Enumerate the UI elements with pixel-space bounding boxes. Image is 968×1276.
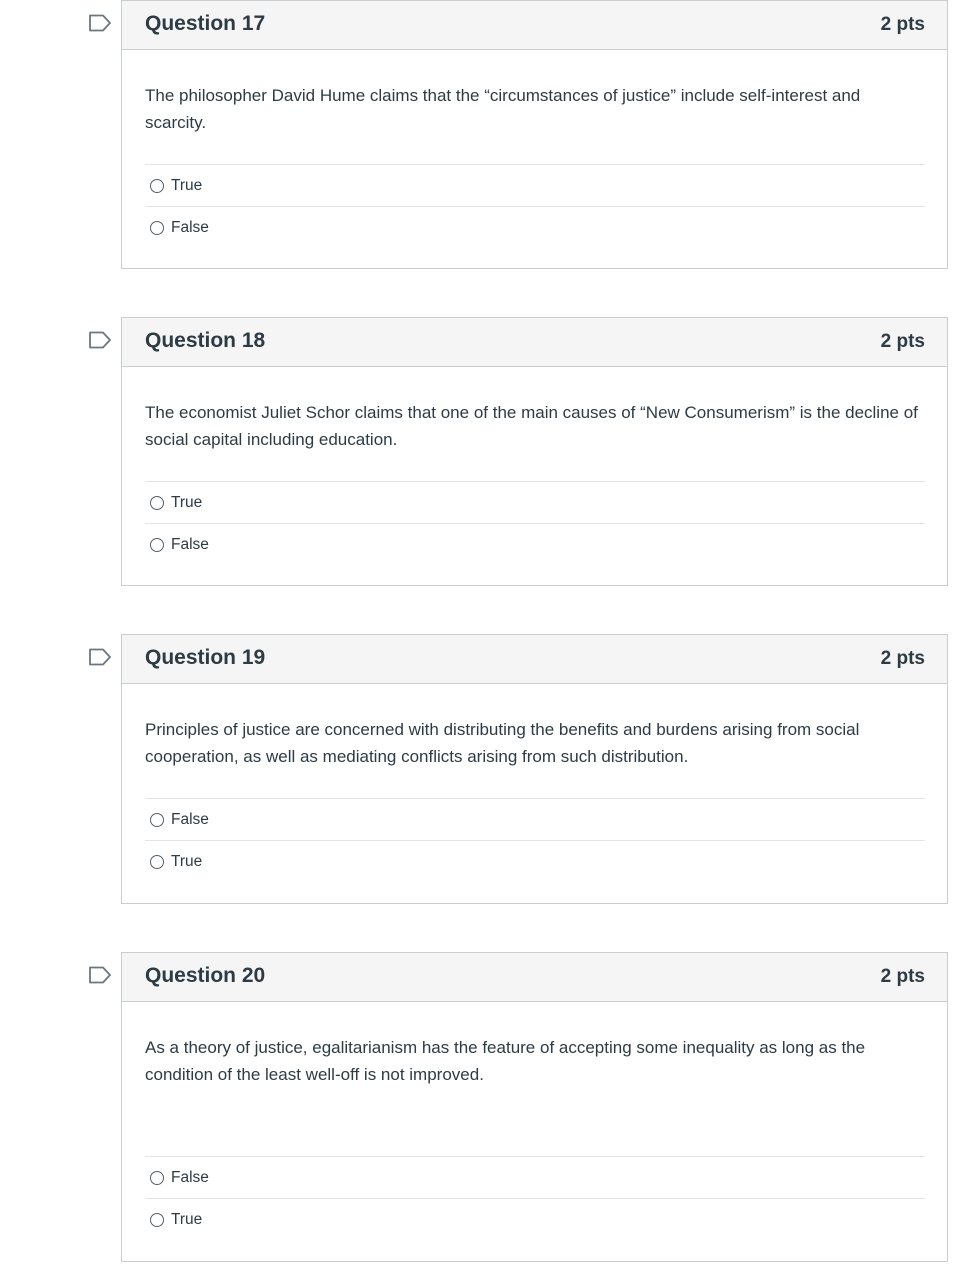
question-card bbox=[121, 0, 948, 269]
question-card bbox=[121, 634, 948, 904]
answer-option[interactable] bbox=[145, 1157, 925, 1199]
question-header bbox=[122, 318, 947, 367]
question-header bbox=[122, 953, 947, 1002]
answer-list bbox=[145, 164, 925, 248]
radio-button-icon[interactable] bbox=[150, 855, 164, 869]
flag-question-icon[interactable] bbox=[88, 648, 112, 666]
question-points: 2 pts bbox=[880, 14, 925, 35]
question-text: As a theory of justice, egalitarianism has the feature of accepting some inequality as long as the condition of the least well-off is not improved. bbox=[145, 1038, 866, 1084]
radio-button-icon[interactable] bbox=[150, 1213, 164, 1227]
answer-list bbox=[145, 798, 925, 882]
answer-option[interactable] bbox=[145, 1199, 925, 1240]
radio-button-icon[interactable] bbox=[150, 538, 164, 552]
question-body bbox=[122, 367, 947, 565]
answer-list bbox=[145, 1156, 925, 1240]
answer-label: False bbox=[171, 218, 209, 236]
answer-option[interactable] bbox=[145, 165, 925, 207]
answer-option[interactable] bbox=[145, 841, 925, 882]
question-text: Principles of justice are concerned with distributing the benefits and burdens arising from social cooperation, as well as mediating conflicts arising from such distribution. bbox=[145, 720, 860, 766]
question-title: Question 17 bbox=[145, 12, 266, 35]
answer-option[interactable] bbox=[145, 524, 925, 565]
radio-button-icon[interactable] bbox=[150, 179, 164, 193]
question-points: 2 pts bbox=[880, 966, 925, 987]
question-card bbox=[121, 317, 948, 586]
question-body bbox=[122, 50, 947, 248]
radio-button-icon[interactable] bbox=[150, 221, 164, 235]
flag-question-icon[interactable] bbox=[88, 14, 112, 32]
answer-option[interactable] bbox=[145, 799, 925, 841]
question-card bbox=[121, 952, 948, 1262]
question-title: Question 18 bbox=[145, 329, 266, 352]
question-header bbox=[122, 635, 947, 684]
question-title: Question 20 bbox=[145, 964, 266, 987]
radio-button-icon[interactable] bbox=[150, 1171, 164, 1185]
answer-label: False bbox=[171, 810, 209, 828]
answer-label: True bbox=[171, 852, 203, 870]
answer-list bbox=[145, 481, 925, 565]
answer-option[interactable] bbox=[145, 482, 925, 524]
answer-label: True bbox=[171, 493, 203, 511]
flag-question-icon[interactable] bbox=[88, 966, 112, 984]
answer-label: True bbox=[171, 176, 203, 194]
radio-button-icon[interactable] bbox=[150, 813, 164, 827]
answer-option[interactable] bbox=[145, 207, 925, 248]
answer-label: True bbox=[171, 1210, 203, 1228]
answer-label: False bbox=[171, 535, 209, 553]
question-points: 2 pts bbox=[880, 648, 925, 669]
answer-label: False bbox=[171, 1168, 209, 1186]
question-text: The philosopher David Hume claims that the “circumstances of justice” include self-interest and scarcity. bbox=[145, 86, 861, 132]
radio-button-icon[interactable] bbox=[150, 496, 164, 510]
question-header bbox=[122, 1, 947, 50]
question-title: Question 19 bbox=[145, 646, 266, 669]
flag-question-icon[interactable] bbox=[88, 331, 112, 349]
question-body bbox=[122, 684, 947, 882]
question-points: 2 pts bbox=[880, 331, 925, 352]
question-text: The economist Juliet Schor claims that one of the main causes of “New Consumerism” is the decline of social capital including education. bbox=[145, 403, 918, 449]
question-body bbox=[122, 1002, 947, 1240]
